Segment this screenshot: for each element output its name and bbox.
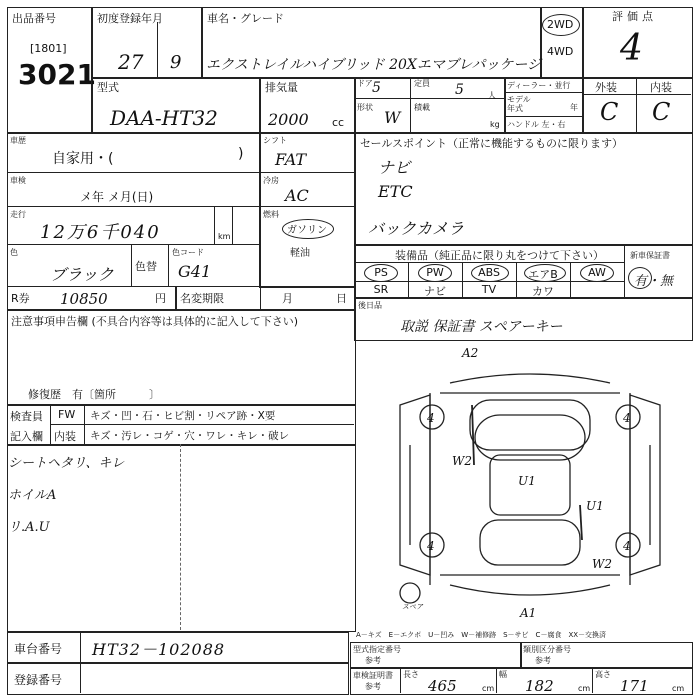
first-reg-month: 9 (170, 52, 182, 73)
chassis-value: HT32－102088 (92, 640, 226, 659)
divider (180, 444, 181, 630)
warranty-label: 新車保証書 (630, 251, 670, 260)
mileage-unit: km (218, 232, 231, 241)
remarks-box (7, 444, 356, 632)
spec-no-ref: 参考 (365, 656, 381, 665)
first-reg-label: 初度登録年月 (97, 12, 163, 25)
divider (462, 262, 463, 297)
divider (50, 424, 354, 425)
auction-code: [1801] (30, 42, 67, 55)
divider (592, 667, 593, 693)
repair-history: 修復歴 有〔箇所 〕 (28, 388, 160, 401)
reg-label: 登録番号 (14, 673, 63, 687)
displacement-value: 2000 (268, 110, 309, 129)
cert-ref: 参考 (365, 682, 381, 691)
category-ref: 参考 (535, 656, 551, 665)
mark-w2-right: W2 (592, 557, 612, 571)
interior-value: C (652, 98, 671, 126)
equipment-label: 装備品（純正品に限り丸をつけて下さい） (395, 249, 604, 262)
color-label: 色 (10, 248, 18, 257)
drive-4wd: 4WD (547, 45, 574, 58)
hood (470, 400, 590, 450)
fuel-label: 燃料 (263, 210, 279, 219)
capacity-unit: 人 (488, 91, 496, 100)
color-code-label: 色コード (172, 248, 204, 257)
rear-bumper (450, 585, 610, 595)
capacity-value: 5 (455, 82, 464, 98)
equip-ps-circle (364, 264, 398, 282)
later-items-value: 取説 保証書 スペアーキー (400, 319, 563, 335)
divider (232, 206, 233, 244)
equip-aw: AW (588, 266, 606, 279)
left-side-panel (400, 395, 430, 575)
divider (400, 667, 401, 693)
length-value: 465 (428, 677, 457, 695)
model-label: 型式 (97, 81, 119, 94)
stroke-a (472, 405, 474, 465)
displacement-label: 排気量 (265, 81, 298, 94)
model-value: DAA-HT32 (110, 106, 218, 130)
right-side-panel (630, 395, 660, 575)
equip-navi: ナビ (424, 285, 446, 298)
divider (354, 262, 624, 263)
mark-w2-left: W2 (452, 454, 472, 468)
selling-point-etc: ETC (378, 182, 413, 201)
checker-label: 検査員 (10, 410, 43, 423)
history-close: ) (238, 146, 244, 162)
color-change-label: 色替 (135, 260, 157, 273)
ac-value: AC (285, 186, 309, 205)
score-label: 評価点 (612, 10, 657, 23)
remark-2: ホイルA (8, 488, 57, 503)
equip-abs: ABS (478, 266, 500, 279)
divider (408, 262, 409, 297)
equip-abs-circle (471, 264, 509, 282)
divider (504, 92, 582, 93)
mileage-label: 走行 (10, 210, 26, 219)
divider (496, 667, 497, 693)
divider (354, 98, 504, 99)
shift-value: FAT (275, 150, 307, 169)
divider (259, 172, 354, 173)
notes-label: 注意事項申告欄 (不具合内容等は具体的に記入して下さい) (11, 315, 299, 328)
divider (410, 77, 411, 132)
height-label: 高さ (595, 670, 611, 679)
divider (131, 244, 132, 286)
ac-label: 冷房 (263, 176, 279, 185)
cert-label: 車検証明書 (353, 671, 393, 680)
divider (7, 206, 259, 207)
category-label: 類別区分番号 (523, 645, 571, 654)
name-grade-value: エクストレイルハイブリッド 20Xエマブレパッケージ (206, 57, 542, 73)
history-value: 自家用・( (52, 151, 114, 167)
history-label: 車歴 (10, 136, 26, 145)
doors-value: 5 (372, 80, 381, 96)
name-change-month: 月 (282, 292, 293, 305)
mileage-value: 12万6千040 (40, 222, 161, 243)
windshield (475, 415, 585, 460)
year-unit: 年 (570, 103, 578, 112)
load-unit: kg (490, 120, 500, 129)
color-code-value: G41 (178, 262, 212, 281)
model-year-label: モデル年式 (507, 95, 531, 113)
divider (624, 244, 625, 297)
fw-items: キズ・凹・石・ヒビ割・リペア跡・X要 (90, 410, 276, 422)
spec-no-label: 型式指定番号 (353, 645, 401, 654)
remark-1: シートヘタリ、キレ (8, 456, 125, 471)
chassis-label: 車台番号 (14, 642, 63, 656)
equip-pw: PW (426, 266, 444, 279)
name-change-day: 日 (336, 292, 347, 305)
inspection-value: メ年 メ月(日) (80, 190, 154, 204)
drive-2wd: 2WD (547, 18, 574, 31)
remark-3: リ.A.U (8, 520, 50, 535)
car-damage-diagram (380, 345, 680, 620)
mark-spare: スペア (402, 603, 423, 611)
height-value: 171 (620, 677, 649, 695)
lot-number: 3021 (18, 58, 96, 91)
r-ticket-unit: 円 (155, 292, 166, 305)
length-label: 長さ (403, 670, 419, 679)
fuel-option-gasoline: ガソリン (287, 225, 327, 236)
mark-a1: A1 (520, 606, 537, 620)
selling-point-camera: バックカメラ (368, 219, 465, 238)
exterior-label: 外装 (595, 81, 617, 94)
mark-u1-roof: U1 (518, 474, 536, 488)
divider (259, 206, 354, 207)
color-value: ブラック (50, 265, 114, 284)
divider (214, 206, 215, 244)
equip-sr: SR (373, 283, 389, 296)
width-label: 幅 (499, 670, 507, 679)
width-value: 182 (525, 677, 554, 695)
width-unit: cm (578, 684, 591, 693)
dealer-label: ディーラー・並行 (507, 81, 571, 90)
selling-point-navi: ナビ (378, 158, 411, 177)
mark-4-fl: 4 (427, 411, 435, 425)
divider (636, 77, 637, 132)
divider (504, 116, 582, 117)
divider (7, 172, 259, 173)
inspection-label: 車検 (10, 176, 26, 185)
mark-u1-right: U1 (586, 499, 604, 513)
first-reg-year: 27 (118, 50, 144, 74)
name-change-label: 名変期限 (180, 292, 224, 305)
exterior-value: C (600, 98, 619, 126)
divider (516, 262, 517, 297)
equip-tv: TV (481, 283, 497, 296)
r-ticket-value: 10850 (60, 290, 108, 308)
divider (168, 244, 169, 286)
interior-label: 内装 (650, 81, 672, 94)
equip-aw-circle (580, 264, 614, 282)
shape-value: W (384, 108, 401, 127)
warranty-circle (628, 267, 652, 289)
divider (7, 244, 259, 245)
interior-inspect-label: 内装 (54, 430, 76, 443)
handle-label: ハンドル 左・右 (507, 120, 566, 129)
name-grade-label: 車名・グレード (207, 12, 284, 25)
doors-label: ドア (357, 79, 373, 88)
displacement-unit: cc (332, 116, 345, 129)
warranty-value: 有・無 (634, 274, 674, 289)
shift-label: シフト (263, 136, 287, 145)
fw-label: FW (58, 408, 76, 421)
r-ticket-label: R券 (11, 292, 30, 305)
equip-leather: カワ (532, 285, 554, 298)
lot-label: 出品番号 (12, 12, 56, 25)
length-unit: cm (482, 684, 495, 693)
equip-pw-circle (418, 264, 452, 282)
fuel-option-diesel: 軽油 (290, 248, 310, 259)
rear-window (480, 520, 580, 565)
equip-ps: PS (374, 266, 388, 279)
later-items-label: 後日品 (358, 301, 382, 310)
divider (157, 22, 158, 77)
mark-4-fr: 4 (623, 411, 631, 425)
capacity-label: 定員 (414, 79, 430, 88)
divider (570, 262, 571, 297)
score-value: 4 (620, 28, 643, 69)
entry-label: 記入欄 (10, 430, 43, 443)
equip-airbag: エアB (528, 268, 558, 281)
selling-points-label: セールスポイント（正常に機能するものに限ります） (360, 137, 624, 150)
legend-line1: A－キズ E－エクボ U－凹み W－補修跡 S－サビ C－腐食 XX－交換済 (356, 631, 607, 639)
load-label: 積載 (414, 103, 430, 112)
height-unit: cm (672, 684, 685, 693)
front-bumper (450, 374, 610, 383)
equip-airbag-circle (524, 264, 566, 282)
shape-label: 形状 (357, 103, 373, 112)
mark-4-rl: 4 (427, 539, 435, 553)
mark-4-rr: 4 (623, 539, 631, 553)
spare-tire (400, 583, 420, 603)
mark-a2: A2 (462, 346, 479, 360)
interior-items: キズ・汚レ・コゲ・穴・ワレ・キレ・破レ (90, 430, 290, 442)
